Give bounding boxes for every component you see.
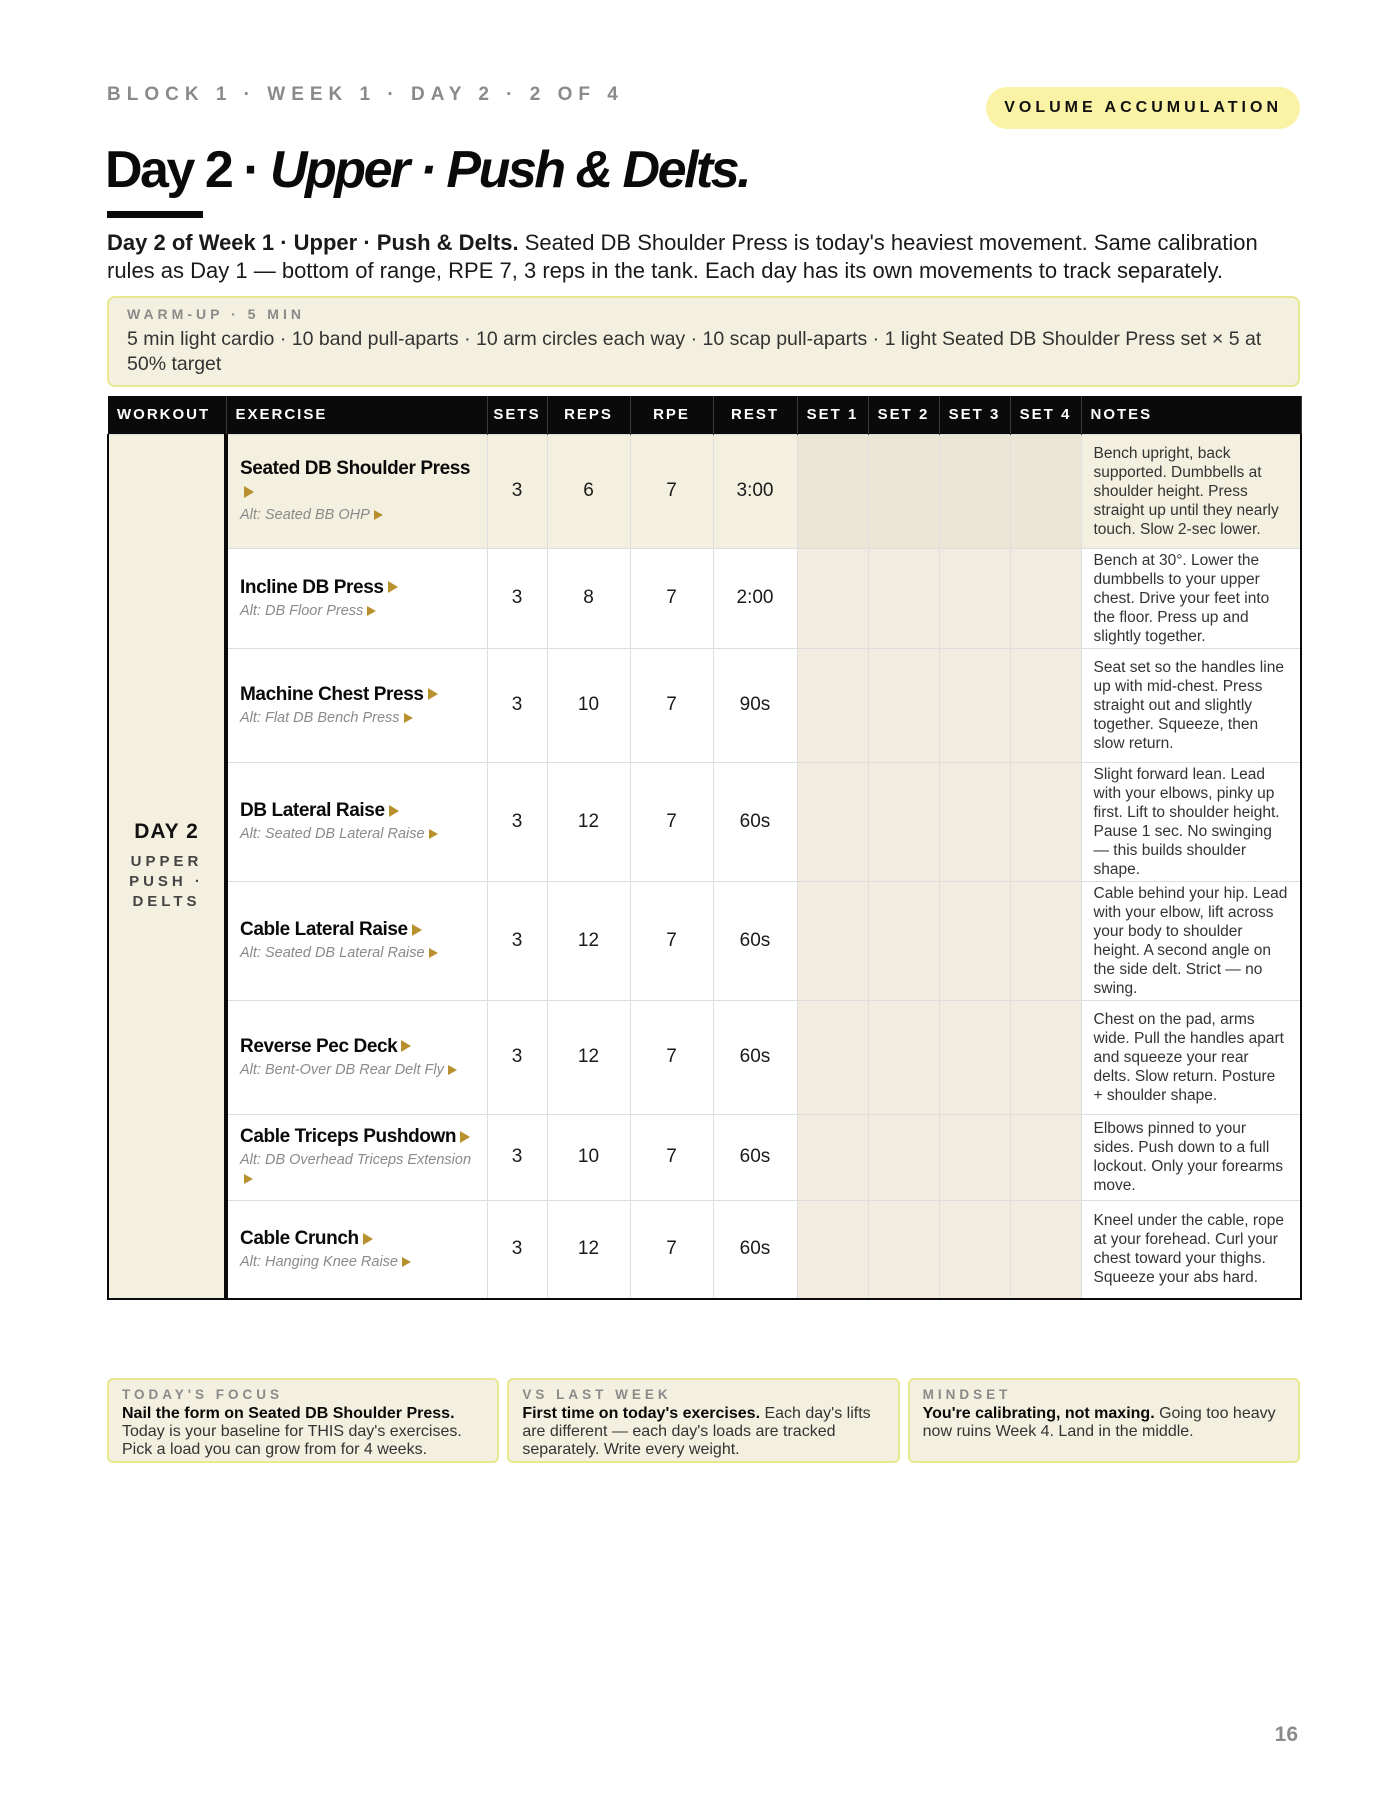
exercise-name[interactable]	[240, 1227, 477, 1250]
exercise-alt-text: Alt: Seated DB Lateral Raise	[240, 826, 425, 842]
set-4-entry-cell[interactable]	[1010, 434, 1081, 548]
set-3-entry-cell[interactable]	[939, 881, 1010, 1000]
column-header: RPE	[630, 396, 713, 434]
rpe-cell: 7	[630, 1200, 713, 1299]
exercise-cell	[226, 434, 487, 548]
set-3-entry-cell[interactable]	[939, 762, 1010, 881]
warmup-text: 5 min light cardio · 10 band pull-aparts · 10 arm circles each way · 10 scap pull-aparts · 1 light Seated DB Shoulder Press set × 5 at 50% target	[127, 328, 1262, 375]
exercise-name-text: DB Lateral Raise	[240, 800, 385, 821]
rpe-cell: 7	[630, 881, 713, 1000]
sets-cell: 3	[487, 648, 547, 762]
play-icon[interactable]	[374, 510, 383, 520]
workout-focus-line: PUSH ·	[129, 873, 204, 891]
set-2-entry-cell[interactable]	[868, 548, 939, 648]
exercise-name-text: Cable Crunch	[240, 1227, 359, 1249]
page-title	[105, 140, 749, 200]
reps-cell: 12	[547, 1200, 630, 1299]
workout-day-label: DAY 2	[134, 820, 199, 844]
column-header: SET 3	[939, 396, 1010, 434]
set-1-entry-cell[interactable]	[797, 1200, 868, 1299]
exercise-cell	[226, 1114, 487, 1200]
sets-cell: 3	[487, 434, 547, 548]
exercise-cell	[226, 762, 487, 881]
table-row	[108, 881, 1301, 1000]
rpe-cell: 7	[630, 1000, 713, 1114]
title-italic: Upper · Push & Delts.	[269, 141, 750, 199]
play-icon[interactable]	[244, 486, 254, 498]
rest-cell: 90s	[713, 648, 797, 762]
sets-cell: 3	[487, 548, 547, 648]
rpe-cell: 7	[630, 648, 713, 762]
exercise-name[interactable]	[240, 918, 477, 941]
exercise-cell	[226, 648, 487, 762]
exercise-name-text: Incline DB Press	[240, 576, 384, 598]
sets-cell: 3	[487, 1200, 547, 1299]
page-number: 16	[1274, 1723, 1298, 1746]
play-icon[interactable]	[363, 1233, 373, 1245]
set-1-entry-cell[interactable]	[797, 1114, 868, 1200]
notes-cell: Bench upright, back supported. Dumbbells at shoulder height. Press straight up until they nearly touch. Slow 2-sec lower.	[1081, 434, 1301, 548]
column-header: SET 2	[868, 396, 939, 434]
column-header: REST	[713, 396, 797, 434]
card-text-body: Going too heavy now ruins Week 4. Land in the middle.	[922, 1405, 1276, 1440]
card-text-bold: First time on today's exercises.	[522, 1405, 761, 1422]
rpe-cell: 7	[630, 762, 713, 881]
set-4-entry-cell[interactable]	[1010, 762, 1081, 881]
reps-cell: 10	[547, 648, 630, 762]
notes-cell: Cable behind your hip. Lead with your elbow, lift across your body to shoulder height. A second angle on the side delt. Strict — no swing.	[1081, 881, 1301, 1000]
set-1-entry-cell[interactable]	[797, 1000, 868, 1114]
exercise-name[interactable]	[240, 1035, 477, 1058]
set-4-entry-cell[interactable]	[1010, 1200, 1081, 1299]
exercise-name[interactable]	[240, 799, 477, 822]
notes-cell: Seat set so the handles line up with mid-chest. Press straight out and slightly together. Squeeze, then slow return.	[1081, 648, 1301, 762]
workout-day-cell	[108, 434, 226, 1299]
sets-cell: 3	[487, 881, 547, 1000]
summary-cards	[107, 1378, 1300, 1463]
intro-text: Seated DB Shoulder Press is today's heaviest movement. Same calibration rules as Day 1 — bottom of range, RPE 7, 3 reps in the tank. Each day has its own movements to track separately.	[107, 230, 1258, 283]
set-2-entry-cell[interactable]	[868, 1000, 939, 1114]
set-2-entry-cell[interactable]	[868, 1114, 939, 1200]
sets-cell: 3	[487, 762, 547, 881]
intro-paragraph	[107, 229, 1307, 285]
set-1-entry-cell[interactable]	[797, 548, 868, 648]
exercise-name[interactable]	[240, 1125, 477, 1148]
exercise-cell	[226, 881, 487, 1000]
rest-cell: 60s	[713, 1000, 797, 1114]
set-2-entry-cell[interactable]	[868, 648, 939, 762]
title-underline	[107, 211, 203, 218]
set-3-entry-cell[interactable]	[939, 548, 1010, 648]
warmup-box	[107, 296, 1300, 387]
rpe-cell: 7	[630, 548, 713, 648]
intro-bold: Day 2 of Week 1 · Upper · Push & Delts.	[107, 230, 519, 255]
exercise-alt-text: Alt: DB Overhead Triceps Extension	[240, 1152, 472, 1168]
set-1-entry-cell[interactable]	[797, 881, 868, 1000]
play-icon[interactable]	[412, 924, 422, 936]
exercise-name-text: Cable Triceps Pushdown	[240, 1126, 457, 1147]
set-4-entry-cell[interactable]	[1010, 648, 1081, 762]
table-row	[108, 434, 1301, 548]
rest-cell: 60s	[713, 1200, 797, 1299]
play-icon[interactable]	[389, 805, 399, 817]
exercise-alt-text: Alt: Bent-Over DB Rear Delt Fly	[240, 1061, 444, 1078]
card-label: MINDSET	[922, 1387, 1012, 1402]
rest-cell: 60s	[713, 881, 797, 1000]
reps-cell: 12	[547, 762, 630, 881]
set-3-entry-cell[interactable]	[939, 1200, 1010, 1299]
exercise-alt-text: Alt: DB Floor Press	[240, 602, 364, 619]
sets-cell: 3	[487, 1000, 547, 1114]
exercise-alternative[interactable]	[240, 506, 477, 525]
play-icon[interactable]	[367, 606, 376, 616]
set-3-entry-cell[interactable]	[939, 434, 1010, 548]
workout-table	[107, 396, 1302, 1300]
rpe-cell: 7	[630, 434, 713, 548]
exercise-alt-text: Alt: Flat DB Bench Press	[240, 709, 400, 726]
reps-cell: 10	[547, 1114, 630, 1200]
card-text-body: Each day's lifts are different — each day's loads are tracked separately. Write every weight.	[522, 1405, 871, 1458]
summary-card	[107, 1378, 499, 1463]
table-row	[108, 648, 1301, 762]
sets-cell: 3	[487, 1114, 547, 1200]
exercise-cell	[226, 1200, 487, 1299]
exercise-alternative[interactable]	[240, 1253, 477, 1272]
exercise-alternative[interactable]	[240, 825, 477, 844]
table-row	[108, 1200, 1301, 1299]
card-text-bold: You're calibrating, not maxing.	[922, 1405, 1155, 1422]
set-4-entry-cell[interactable]	[1010, 1000, 1081, 1114]
set-3-entry-cell[interactable]	[939, 1000, 1010, 1114]
exercise-alt-text: Alt: Seated DB Lateral Raise	[240, 945, 425, 961]
play-icon[interactable]	[448, 1065, 457, 1075]
reps-cell: 12	[547, 1000, 630, 1114]
play-icon[interactable]	[428, 688, 438, 700]
summary-card	[908, 1378, 1300, 1463]
card-label: VS LAST WEEK	[522, 1387, 672, 1402]
set-4-entry-cell[interactable]	[1010, 1114, 1081, 1200]
phase-badge: VOLUME ACCUMULATION	[986, 87, 1300, 129]
play-icon[interactable]	[388, 581, 398, 593]
play-icon[interactable]	[244, 1174, 253, 1184]
reps-cell: 12	[547, 881, 630, 1000]
table-row	[108, 548, 1301, 648]
notes-cell: Kneel under the cable, rope at your forehead. Curl your chest toward your thighs. Squeeze your abs hard.	[1081, 1200, 1301, 1299]
notes-cell: Bench at 30°. Lower the dumbbells to your upper chest. Drive your feet into the floor. Press up and slightly together.	[1081, 548, 1301, 648]
breadcrumb: BLOCK 1 · WEEK 1 · DAY 2 · 2 OF 4	[107, 84, 624, 105]
rest-cell: 60s	[713, 1114, 797, 1200]
exercise-name[interactable]	[240, 683, 477, 706]
exercise-name[interactable]	[240, 576, 477, 599]
exercise-name-text: Seated DB Shoulder Press	[240, 458, 471, 479]
set-2-entry-cell[interactable]	[868, 881, 939, 1000]
exercise-name[interactable]	[240, 457, 477, 503]
exercise-alternative[interactable]	[240, 709, 477, 728]
column-header: SET 1	[797, 396, 868, 434]
table-row	[108, 1000, 1301, 1114]
workout-day-focus	[109, 852, 224, 912]
play-icon[interactable]	[401, 1040, 411, 1052]
rest-cell: 2:00	[713, 548, 797, 648]
exercise-alternative[interactable]	[240, 1061, 477, 1080]
play-icon[interactable]	[429, 948, 438, 958]
exercise-alternative[interactable]	[240, 1151, 477, 1189]
workout-focus-line: DELTS	[132, 893, 201, 911]
reps-cell: 6	[547, 434, 630, 548]
set-2-entry-cell[interactable]	[868, 434, 939, 548]
rpe-cell: 7	[630, 1114, 713, 1200]
set-4-entry-cell[interactable]	[1010, 548, 1081, 648]
title-plain: Day 2 ·	[105, 141, 270, 199]
set-1-entry-cell[interactable]	[797, 434, 868, 548]
table-row	[108, 1114, 1301, 1200]
warmup-label: WARM-UP · 5 MIN	[127, 306, 305, 322]
exercise-name-text: Reverse Pec Deck	[240, 1035, 398, 1057]
set-4-entry-cell[interactable]	[1010, 881, 1081, 1000]
reps-cell: 8	[547, 548, 630, 648]
card-text-body: Today is your baseline for THIS day's exercises. Pick a load you can grow from for 4 weeks.	[122, 1423, 462, 1458]
column-header: NOTES	[1081, 396, 1301, 434]
card-text	[923, 1405, 1285, 1441]
set-3-entry-cell[interactable]	[939, 648, 1010, 762]
exercise-cell	[226, 1000, 487, 1114]
exercise-name-text: Cable Lateral Raise	[240, 919, 408, 940]
column-header: SET 4	[1010, 396, 1081, 434]
set-3-entry-cell[interactable]	[939, 1114, 1010, 1200]
card-label: TODAY'S FOCUS	[122, 1387, 283, 1402]
set-1-entry-cell[interactable]	[797, 648, 868, 762]
set-1-entry-cell[interactable]	[797, 762, 868, 881]
table-header-row	[108, 396, 1301, 434]
card-text-bold: Nail the form on Seated DB Shoulder Press.	[122, 1405, 455, 1422]
exercise-alt-text: Alt: Seated BB OHP	[240, 507, 370, 523]
summary-card	[507, 1378, 899, 1463]
column-header: SETS	[487, 396, 547, 434]
play-icon[interactable]	[404, 713, 413, 723]
rest-cell: 3:00	[713, 434, 797, 548]
column-header: WORKOUT	[108, 396, 226, 434]
set-2-entry-cell[interactable]	[868, 762, 939, 881]
workout-focus-line: UPPER	[130, 853, 203, 871]
exercise-alternative[interactable]	[240, 944, 477, 963]
rest-cell: 60s	[713, 762, 797, 881]
exercise-alternative[interactable]	[240, 602, 477, 621]
exercise-name-text: Machine Chest Press	[240, 683, 424, 705]
notes-cell: Elbows pinned to your sides. Push down to a full lockout. Only your forearms move.	[1081, 1114, 1301, 1200]
notes-cell: Slight forward lean. Lead with your elbows, pinky up first. Lift to shoulder height. Pause 1 sec. No swinging — this builds shoulder shape.	[1081, 762, 1301, 881]
column-header: REPS	[547, 396, 630, 434]
set-2-entry-cell[interactable]	[868, 1200, 939, 1299]
exercise-alt-text: Alt: Hanging Knee Raise	[240, 1253, 398, 1270]
column-header: EXERCISE	[226, 396, 487, 434]
play-icon[interactable]	[429, 829, 438, 839]
card-text	[522, 1405, 884, 1459]
exercise-cell	[226, 548, 487, 648]
notes-cell: Chest on the pad, arms wide. Pull the handles apart and squeeze your rear delts. Slow return. Posture + shoulder shape.	[1081, 1000, 1301, 1114]
card-text	[122, 1405, 484, 1459]
play-icon[interactable]	[402, 1257, 411, 1267]
play-icon[interactable]	[460, 1131, 470, 1143]
table-row	[108, 762, 1301, 881]
